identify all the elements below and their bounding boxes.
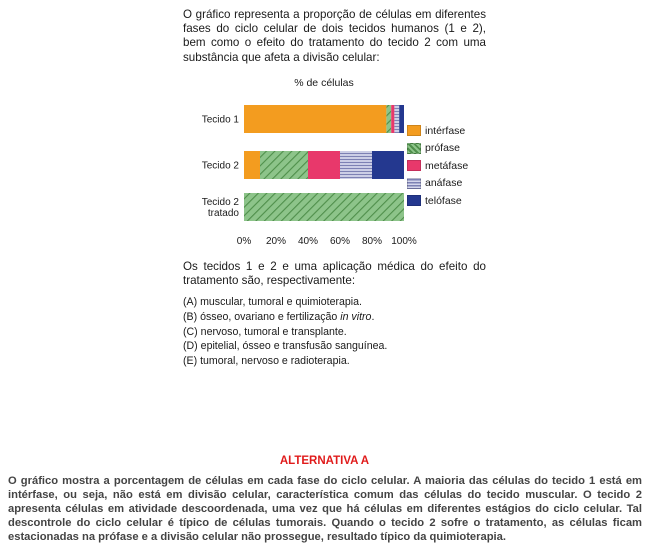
- category-label-0: Tecido 1: [201, 114, 239, 126]
- category-label-2: Tecido 2 tratado: [201, 197, 239, 219]
- option-d: [183, 339, 503, 354]
- category-label-1: Tecido 2: [201, 160, 239, 172]
- legend-item-interfase: [407, 122, 468, 140]
- legend-swatch-anafase: [407, 178, 421, 189]
- legend-label-profase: prófase: [425, 142, 461, 155]
- option-letter: (B): [183, 310, 198, 323]
- legend-item-metafase: [407, 157, 468, 175]
- legend-item-telofase: [407, 192, 468, 210]
- chart-legend: [407, 122, 468, 210]
- legend-swatch-telofase: [407, 195, 421, 206]
- bar-segment-0-metáfase: [391, 105, 394, 133]
- bar-segment-1-metáfase: [308, 151, 340, 179]
- chart-svg: [190, 74, 420, 254]
- legend-swatch-metafase: [407, 160, 421, 171]
- option-text: epitelial, ósseo e transfusão sanguínea.: [200, 340, 388, 353]
- option-c: [183, 325, 503, 340]
- x-tick-label: 40%: [297, 236, 319, 247]
- bar-segment-1-intérfase: [244, 151, 260, 179]
- option-text: tumoral, nervoso e radioterapia.: [200, 355, 350, 368]
- x-tick-label: 100%: [391, 236, 417, 247]
- option-text-italic: in vitro: [340, 310, 372, 323]
- chart-title: % de células: [294, 77, 354, 89]
- x-tick-label: 60%: [329, 236, 351, 247]
- bar-segment-1-prófase: [260, 151, 308, 179]
- option-text: muscular, tumoral e quimioterapia.: [200, 296, 362, 308]
- question-stem: Os tecidos 1 e 2 e uma aplicação médica do efeito do tratamento são, respectivamente:: [183, 260, 486, 288]
- bar-segment-0-intérfase: [244, 105, 386, 133]
- option-e: [183, 354, 503, 369]
- x-tick-label: 0%: [236, 236, 252, 247]
- option-letter: (D): [183, 340, 198, 353]
- bar-segment-0-anáfase: [394, 105, 399, 133]
- option-text: ósseo, ovariano e fertilização: [200, 310, 341, 323]
- option-text: nervoso, tumoral e transplante.: [200, 325, 347, 338]
- bar-segment-1-telófase: [372, 151, 404, 179]
- option-letter: (E): [183, 355, 198, 368]
- cell-cycle-chart: [190, 74, 480, 254]
- bar-segment-2-prófase: [244, 193, 404, 221]
- x-tick-label: 80%: [361, 236, 383, 247]
- legend-label-telofase: telófase: [425, 194, 462, 207]
- option-letter: (C): [183, 325, 198, 338]
- bar-segment-1-anáfase: [340, 151, 372, 179]
- option-a: [183, 295, 503, 310]
- x-tick-label: 20%: [265, 236, 287, 247]
- legend-swatch-interfase: [407, 125, 421, 136]
- option-text-tail: .: [371, 310, 375, 323]
- answer-options: [183, 295, 503, 369]
- option-letter: (A): [183, 296, 198, 308]
- bar-segment-0-telófase: [399, 105, 404, 133]
- legend-item-profase: [407, 140, 468, 158]
- legend-label-anafase: anáfase: [425, 177, 463, 190]
- legend-label-interfase: intérfase: [425, 124, 466, 137]
- legend-label-metafase: metáfase: [425, 159, 469, 172]
- bar-segment-0-prófase: [386, 105, 391, 133]
- answer-explanation: O gráfico mostra a porcentagem de células em cada fase do ciclo celular. A maioria das células do tecido 1 está em intérfase, ou seja, não está em divisão celular, característica comum das células do tecido muscular. O tecido 2 apresenta células em atividade descoordenada, uma vez que há células em diferentes estágios do ciclo celular. Tal descontrole do ciclo celular é típico de células tumorais. Quando o tecido 2 sofre o tratamento, as células ficam estacionadas na prófase e a divisão celular não prossegue, resultado típico da quimioterapia.: [8, 475, 642, 543]
- answer-title: ALTERNATIVA A: [279, 455, 370, 467]
- legend-swatch-profase: [407, 143, 421, 154]
- legend-item-anafase: [407, 175, 468, 193]
- question-intro: O gráfico representa a proporção de células em diferentes fases do ciclo celular de dois tecidos humanos (1 e 2), bem como o efeito do tratamento do tecido 2 com uma substância que afeta a divisão celular:: [183, 8, 486, 64]
- option-b: [183, 310, 503, 325]
